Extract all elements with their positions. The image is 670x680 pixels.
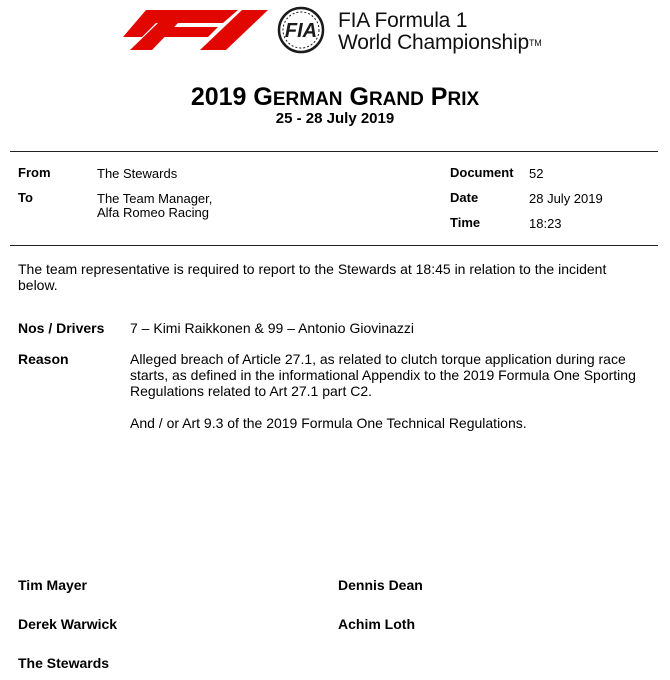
brand-line-2: World Championship xyxy=(338,31,529,54)
event-title xyxy=(0,83,670,112)
signature-achim-loth: Achim Loth xyxy=(338,616,415,632)
title-word3-cap: P xyxy=(430,83,448,111)
signature-dennis-dean: Dennis Dean xyxy=(338,577,423,593)
event-dates: 25 - 28 July 2019 xyxy=(275,110,395,127)
drivers-label: Nos / Drivers xyxy=(18,320,105,336)
date-label: Date xyxy=(450,190,479,205)
bottom-divider xyxy=(10,245,658,246)
brand-trademark: TM xyxy=(528,38,542,48)
document-label: Document xyxy=(450,165,514,180)
to-label: To xyxy=(18,190,33,205)
reason-line-2: starts, as defined in the informational Appendix to the 2019 Formula One Sporting xyxy=(130,367,636,383)
drivers-value: 7 – Kimi Raikkonen & 99 – Antonio Giovinazzi xyxy=(130,320,415,336)
date-value: 28 July 2019 xyxy=(529,191,603,206)
title-word2-rest: RAND xyxy=(368,89,424,110)
document-header xyxy=(0,0,670,70)
title-word1-cap: G xyxy=(253,83,273,111)
time-label: Time xyxy=(450,215,481,230)
fia-emblem-text: FIA xyxy=(284,20,318,42)
title-word2-cap: G xyxy=(349,83,369,111)
intro-line-2: below. xyxy=(18,277,58,293)
reason-line-3: Regulations related to Art 27.1 part C2. xyxy=(130,383,373,399)
f1-logo-icon xyxy=(118,10,268,50)
signature-tim-mayer: Tim Mayer xyxy=(18,577,87,593)
document-value: 52 xyxy=(529,166,544,181)
from-value: The Stewards xyxy=(97,166,178,181)
from-label: From xyxy=(18,165,51,180)
title-word1-rest: ERMAN xyxy=(272,89,343,110)
reason-line-4: And / or Art 9.3 of the 2019 Formula One Technical Regulations. xyxy=(130,415,527,431)
reason-label: Reason xyxy=(18,351,69,367)
brand-line-1: FIA Formula 1 xyxy=(338,9,468,32)
title-year: 2019 xyxy=(190,83,247,111)
fia-emblem-icon xyxy=(268,6,334,54)
signature-derek-warwick: Derek Warwick xyxy=(18,616,118,632)
reason-line-1: Alleged breach of Article 27.1, as related to clutch torque application during race xyxy=(130,351,626,367)
intro-line-1: The team representative is required to report to the Stewards at 18:45 in relation to the incident xyxy=(18,261,607,277)
time-value: 18:23 xyxy=(529,216,562,231)
to-value-line-2: Alfa Romeo Racing xyxy=(97,205,209,220)
title-word3-rest: RIX xyxy=(447,89,480,110)
brand-wordmark xyxy=(338,10,542,54)
signature-the-stewards: The Stewards xyxy=(18,655,110,671)
top-divider xyxy=(10,151,658,152)
to-value-line-1: The Team Manager, xyxy=(97,191,213,206)
